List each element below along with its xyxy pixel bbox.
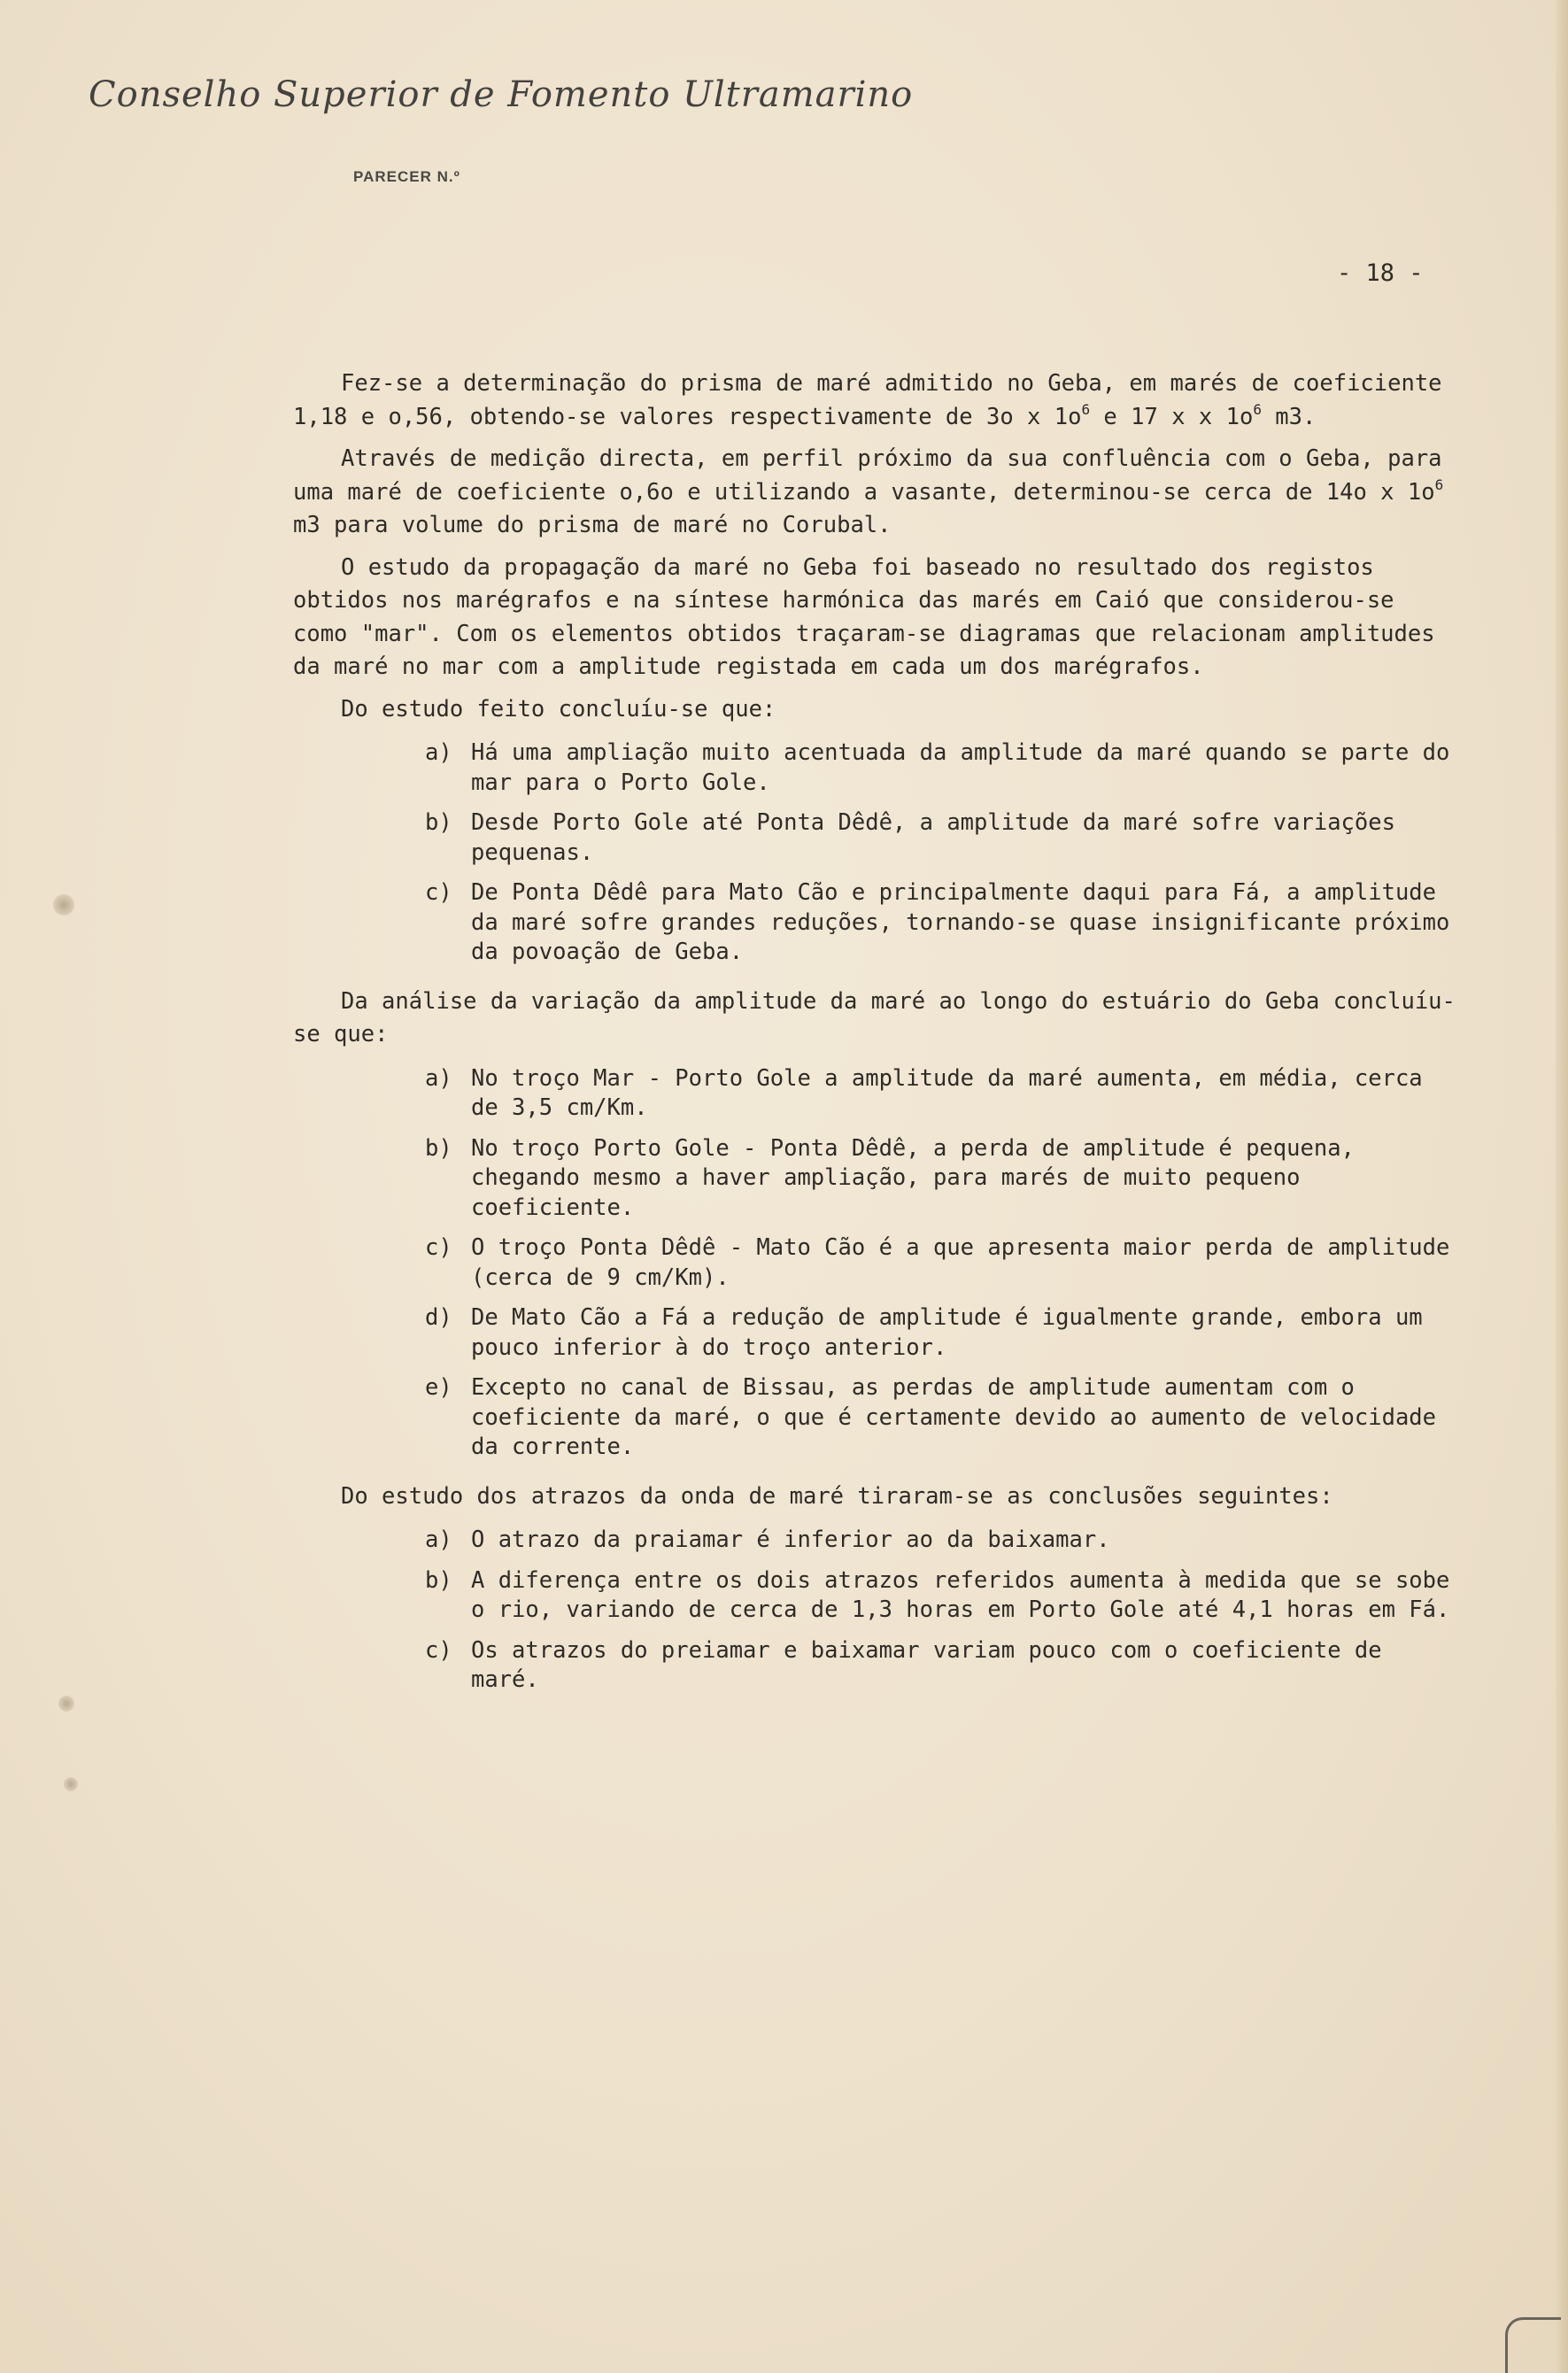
list-item: a) No troço Mar - Porto Gole a amplitude da maré aumenta, em média, cerca de 3,5 cm/Km. xyxy=(425,1064,1423,1121)
page-number: - 18 - xyxy=(1337,259,1424,287)
parecer-label: PARECER N.º xyxy=(353,168,460,185)
paragraph: Fez-se a determinação do prisma de maré admitido no Geba, em marés de coeficiente 1,18 e o,56, obtendo-se valores respectivamente de 3o x $1o^6$ e 17 x x $1o^6$ m3. xyxy=(293,370,1442,430)
letterhead: Conselho Superior de Fomento Ultramarino xyxy=(89,74,914,115)
list-item: c) De Ponta Dêdê para Mato Cão e principalmente daqui para Fá, a amplitude da maré sofre grandes reduções, tornando-se quase insignificante próximo da povoação de Geba. xyxy=(425,879,1450,965)
list-item: a) Há uma ampliação muito acentuada da amplitude da maré quando se parte do mar para o Porto Gole. xyxy=(425,739,1450,796)
paragraph: Do estudo feito concluíu-se que: xyxy=(341,695,776,723)
conclusion-list xyxy=(293,1526,1457,1696)
paragraph: Da análise da variação da amplitude da maré ao longo do estuário do Geba concluíu-se que: xyxy=(293,987,1456,1047)
list-item: b) A diferença entre os dois atrazos referidos aumenta à medida que se sobe o rio, variando de cerca de 1,3 horas em Porto Gole até 4,1 horas em Fá. xyxy=(425,1566,1450,1623)
conclusion-list xyxy=(293,738,1457,968)
punch-hole xyxy=(58,1696,74,1712)
paragraph: Do estudo dos atrazos da onda de maré tiraram-se as conclusões seguintes: xyxy=(341,1482,1333,1510)
punch-hole xyxy=(64,1777,78,1791)
page-corner-mark xyxy=(1505,2317,1561,2373)
list-item: a) O atrazo da praiamar é inferior ao da baixamar. xyxy=(425,1527,1110,1553)
list-item: c) Os atrazos do preiamar e baixamar variam pouco com o coeficiente de maré. xyxy=(425,1636,1382,1693)
paragraph: Através de medição directa, em perfil próximo da sua confluência com o Geba, para uma maré de coeficiente o,6o e utilizando a vasante, determinou-se cerca de 14o x $1o^6$ m3 para volume do prisma de maré no Corubal. xyxy=(293,445,1444,538)
punch-hole xyxy=(53,894,74,916)
list-item: b) No troço Porto Gole - Ponta Dêdê, a perda de amplitude é pequena, chegando mesmo a haver ampliação, para marés de muito pequeno coeficiente. xyxy=(425,1134,1355,1221)
list-item: b) Desde Porto Gole até Ponta Dêdê, a amplitude da maré sofre variações pequenas. xyxy=(425,809,1395,866)
page-edge xyxy=(1556,0,1568,2373)
conclusion-list xyxy=(293,1064,1457,1463)
document-body xyxy=(293,367,1457,1713)
list-item: c) O troço Ponta Dêdê - Mato Cão é a que apresenta maior perda de amplitude (cerca de 9 cm/Km). xyxy=(425,1234,1450,1291)
list-item: d) De Mato Cão a Fá a redução de amplitude é igualmente grande, embora um pouco inferior à do troço anterior. xyxy=(425,1304,1423,1361)
list-item: e) Excepto no canal de Bissau, as perdas de amplitude aumentam com o coeficiente da maré, o que é certamente devido ao aumento de velocidade da corrente. xyxy=(425,1374,1437,1460)
paragraph: O estudo da propagação da maré no Geba foi baseado no resultado dos registos obtidos nos marégrafos e na síntese harmónica das marés em Caió que considerou-se como "mar". Com os elementos obtidos traçaram-se diagramas que relacionam amplitudes da maré no mar com a amplitude registada em cada um dos marégrafos. xyxy=(293,553,1435,680)
